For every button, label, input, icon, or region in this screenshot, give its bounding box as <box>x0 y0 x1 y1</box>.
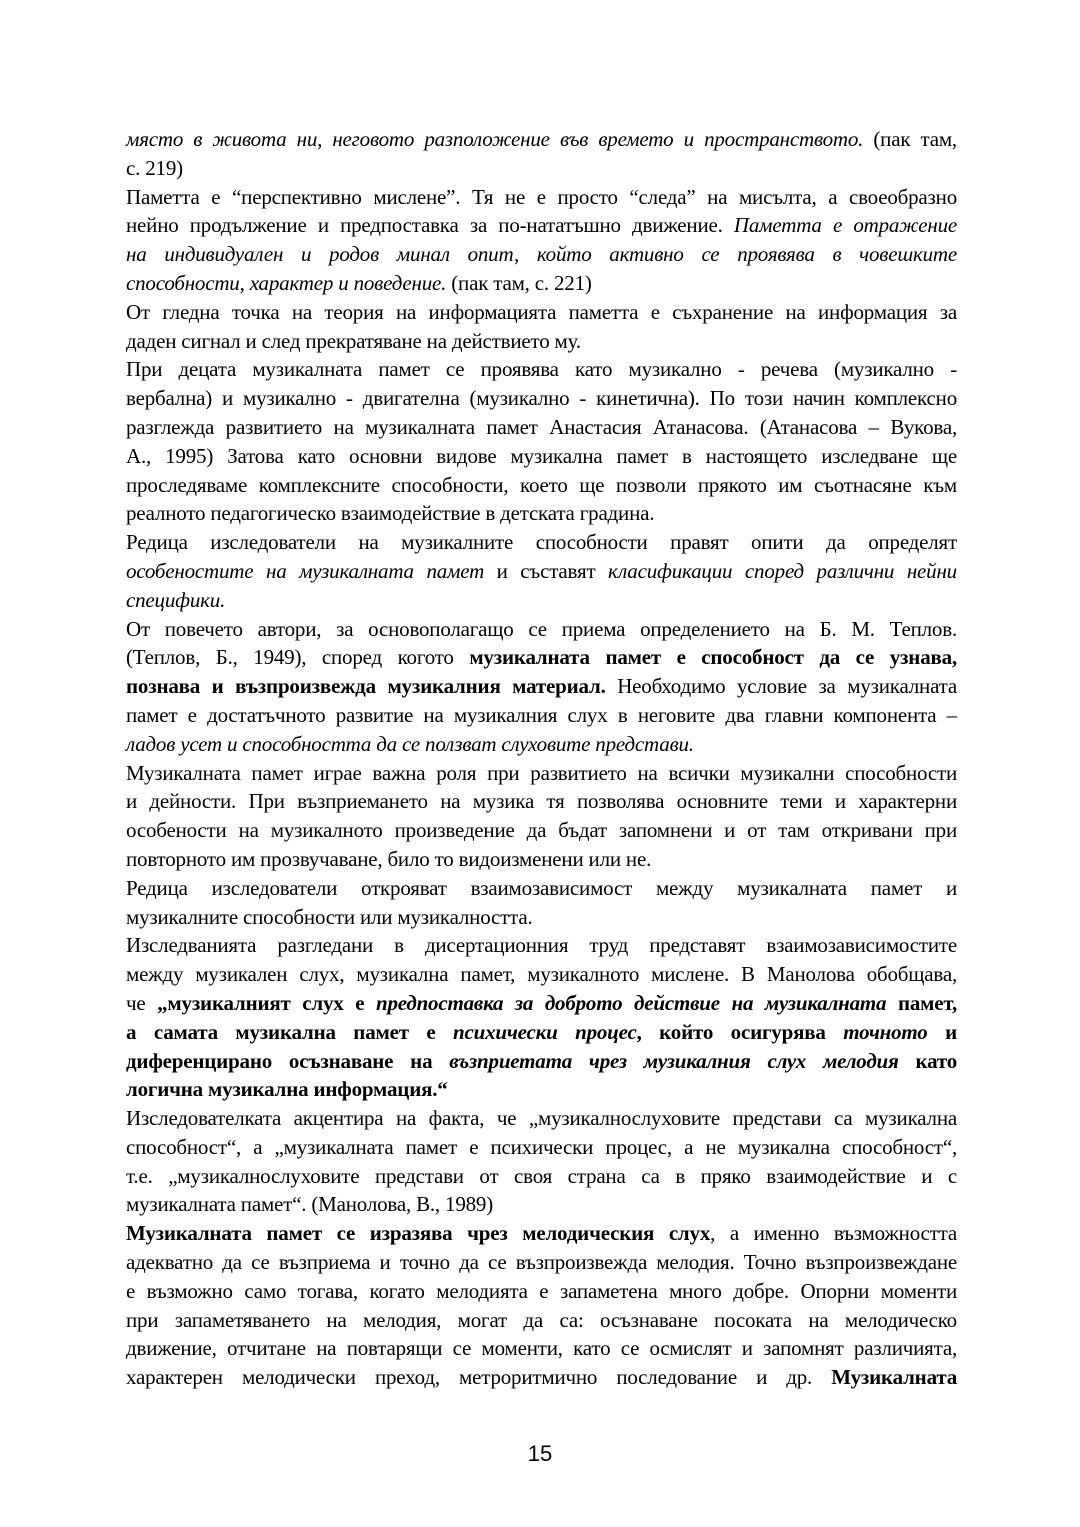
text-run: вербална) и музикално - двигателна (музикално - кинетична). По този начин комплексно <box>126 386 957 411</box>
text-line <box>126 845 957 874</box>
text-run: музикалната памет“. (Манолова, В., 1989) <box>126 1192 494 1217</box>
paragraph <box>126 1219 957 1392</box>
text-run: място в живота ни, неговото разположение във времето и пространството. <box>126 127 864 151</box>
paragraph <box>126 874 957 932</box>
text-line <box>126 471 957 500</box>
text-line <box>126 499 957 528</box>
text-run: специфики. <box>126 587 226 612</box>
text-run: , а именно възможността <box>710 1221 957 1246</box>
text-line <box>126 384 957 413</box>
text-run: музикалната памет е способност да се узнава, <box>469 645 957 670</box>
text-run: Необходимо условие за музикалната <box>605 674 957 699</box>
paragraph <box>126 125 957 183</box>
text-line <box>126 586 957 615</box>
text-run: способност“, а „музикалната памет е психически процес, а не музикална способност“, <box>126 1134 957 1159</box>
text-line <box>126 557 957 586</box>
text-run: Паметта е “перспективно мислене”. Тя не е просто “следа” на мисълта, а своеобразно <box>126 184 957 209</box>
text-run: логична музикална информация.“ <box>126 1077 448 1102</box>
text-line <box>126 1190 957 1219</box>
text-run: При децата музикалната памет се проявява като музикално - речева (музикално - <box>126 357 957 382</box>
text-run: От гледна точка на теория на информацията паметта е съхранение на информация за <box>126 299 957 324</box>
text-line <box>126 1363 957 1392</box>
text-line <box>126 240 957 269</box>
text-line <box>126 1306 957 1335</box>
text-run: Музикалната <box>831 1365 957 1390</box>
text-run: Изследователката акцентира на факта, че „музикалнослуховите представи са музикална <box>126 1106 957 1131</box>
text-run: (Теплов, Б., 1949), според когото <box>126 645 470 670</box>
paragraph <box>126 298 957 356</box>
text-line <box>126 931 957 960</box>
text-run: музикалните способности или музикалността. <box>126 904 533 929</box>
paragraph <box>126 1104 957 1219</box>
text-line <box>126 903 957 932</box>
text-run: и дейности. При възприемането на музика тя позволява основните теми и характерни <box>126 789 957 814</box>
text-line <box>126 528 957 557</box>
text-run: познава и възпроизвежда музикалния материал. <box>126 674 606 699</box>
text-run: психически процес <box>453 1019 637 1044</box>
text-run: Редица изследователи открояват взаимозависимост между музикалната памет и <box>126 875 957 900</box>
text-line <box>126 1334 957 1363</box>
text-line <box>126 442 957 471</box>
text-run: при запаметяването на мелодия, могат да са: осъзнаване посоката на мелодическо <box>126 1307 957 1332</box>
text-run: А., 1995) Затова като основни видове музикална памет в настоящето изследване ще <box>126 443 957 468</box>
text-line <box>126 1277 957 1306</box>
text-line <box>126 413 957 442</box>
text-line <box>126 211 957 240</box>
text-run: адекватно да се възприема и точно да се възпроизвежда мелодия. Точно възпроизвеждане <box>126 1250 957 1275</box>
text-run: с. 219) <box>126 155 183 180</box>
text-line <box>126 1162 957 1191</box>
text-line <box>126 759 957 788</box>
paragraph <box>126 183 957 298</box>
text-run: и <box>927 1019 957 1044</box>
text-run: Паметта е отражение <box>733 213 957 238</box>
text-line <box>126 816 957 845</box>
text-line <box>126 1248 957 1277</box>
text-line <box>126 1047 957 1076</box>
text-run: , който осигурява <box>636 1019 844 1044</box>
text-run: и съставят <box>484 558 609 583</box>
text-line <box>126 1104 957 1133</box>
paragraph <box>126 615 957 759</box>
text-run: Музикалната памет се изразява чрез мелодическия слух <box>126 1221 711 1246</box>
text-line <box>126 327 957 356</box>
text-run: класификации според различни нейни <box>608 558 957 583</box>
text-run: даден сигнал и след прекратяване на действието му. <box>126 328 581 353</box>
text-run: а самата музикална памет е <box>126 1019 453 1044</box>
text-run: ладов усет и способността да се ползват слуховите представи. <box>126 731 694 756</box>
paragraph <box>126 931 957 1104</box>
document-body <box>126 125 957 1392</box>
text-line <box>126 701 957 730</box>
text-line <box>126 615 957 644</box>
paragraph <box>126 759 957 874</box>
text-run: разглежда развитието на музикалната памет Анастасия Атанасова. (Атанасова – Вукова, <box>126 414 957 439</box>
text-run: От повечето автори, за основополагащо се приема определението на Б. М. Теплов. <box>126 616 957 641</box>
paragraph <box>126 528 957 614</box>
text-line <box>126 355 957 384</box>
text-run: Музикалната памет играе важна роля при развитието на всички музикални способности <box>126 760 957 785</box>
text-run: възприетата чрез музикалния слух мелодия <box>449 1048 899 1073</box>
text-run: т.е. „музикалнослуховите представи от своя страна са в пряко взаимодействие и с <box>126 1163 957 1188</box>
text-line <box>126 672 957 701</box>
text-line <box>126 269 957 298</box>
text-line <box>126 154 957 183</box>
text-run: на индивидуален и родов минал опит, който активно се проявява в човешките <box>126 242 957 267</box>
text-line <box>126 125 957 154</box>
text-run: особености на музикалното произведение да бъдат запомнени и от там откривани при <box>126 818 957 843</box>
text-run: диференцирано осъзнаване на <box>126 1048 450 1073</box>
text-run: памет е достатъчното развитие на музикалния слух в неговите два главни компонента – <box>126 702 957 727</box>
text-run: памет, <box>886 990 957 1015</box>
text-line <box>126 1219 957 1248</box>
text-run: (пак там, с. 221) <box>446 270 592 295</box>
paragraph <box>126 355 957 528</box>
text-run: особеностите на музикалната памет <box>126 558 485 583</box>
text-run: е възможно само тогава, когато мелодията е запаметена много добре. Опорни моменти <box>126 1278 957 1303</box>
text-line <box>126 787 957 816</box>
text-run: (пак там, <box>863 127 957 151</box>
text-run: повторното им прозвучаване, било то видоизменени или не. <box>126 846 652 871</box>
text-line <box>126 874 957 903</box>
text-run: движение, отчитане на повтарящи се моменти, като се осмислят и запомнят различията, <box>126 1336 957 1361</box>
page-number: 15 <box>527 1441 553 1466</box>
text-run: нейно продължение и предпоставка за по-нататъшно движение. <box>126 213 734 238</box>
text-line <box>126 730 957 759</box>
text-line <box>126 960 957 989</box>
text-run: между музикален слух, музикална памет, музикалното мислене. В Манолова обобщава, <box>126 962 957 987</box>
text-line <box>126 643 957 672</box>
text-run: „музикалният слух е <box>157 990 376 1015</box>
text-run: предпоставка за доброто действие на музикалната <box>375 990 887 1015</box>
text-run: способности, характер и поведение. <box>126 270 447 295</box>
text-line <box>126 1133 957 1162</box>
text-run: реалното педагогическо взаимодействие в детската градина. <box>126 501 655 526</box>
text-line <box>126 183 957 212</box>
text-run: Изследванията разгледани в дисертационния труд представят взаимозависимостите <box>126 933 957 958</box>
text-line <box>126 1075 957 1104</box>
text-run: точното <box>843 1019 928 1044</box>
text-line <box>126 989 957 1018</box>
text-line <box>126 1018 957 1047</box>
text-line <box>126 298 957 327</box>
text-run: Редица изследователи на музикалните способности правят опити да определят <box>126 530 957 555</box>
text-run: като <box>898 1048 958 1073</box>
text-run: че <box>126 990 158 1015</box>
text-run: характерен мелодически преход, метроритмично последование и др. <box>126 1365 832 1390</box>
text-run: проследяваме комплексните способности, което ще позволи прякото им съотнасяне към <box>126 472 957 497</box>
